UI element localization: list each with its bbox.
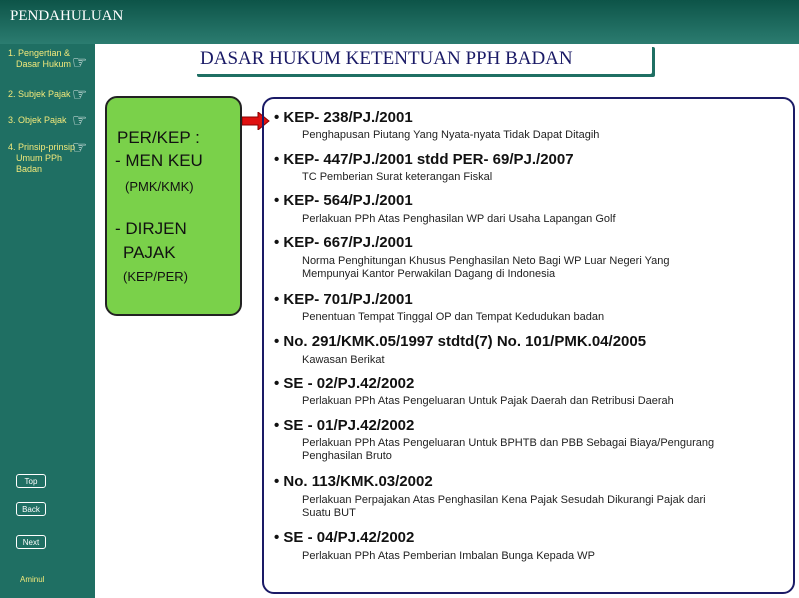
nav-item-pengertian[interactable]: 1. Pengertian & Dasar Hukum — [8, 48, 72, 69]
nav-item-subjek-pajak[interactable]: 2. Subjek Pajak — [8, 89, 71, 99]
regulation-ref: • SE - 02/PJ.42/2002 — [274, 375, 415, 392]
regulation-ref: • KEP- 238/PJ./2001 — [274, 109, 413, 126]
regulation-ref: • KEP- 667/PJ./2001 — [274, 234, 413, 251]
regulation-ref: • No. 113/KMK.03/2002 — [274, 473, 433, 490]
next-button[interactable]: Next — [16, 535, 46, 549]
regulation-ref: • SE - 04/PJ.42/2002 — [274, 529, 415, 546]
regulation-desc: Penentuan Tempat Tinggal OP dan Tempat Kedudukan badan — [302, 311, 605, 323]
nav-item-objek-pajak[interactable]: 3. Objek Pajak — [8, 115, 67, 125]
sources-line-5: PAJAK — [123, 243, 176, 262]
nav-item-prinsip-umum[interactable]: 4. Prinsip-prinsip Umum PPh Badan — [8, 142, 76, 174]
back-button[interactable]: Back — [16, 502, 46, 516]
sources-line-4: - DIRJEN — [115, 219, 187, 238]
page-title-box — [194, 44, 652, 74]
regulation-desc-cont: Penghasilan Bruto — [302, 450, 392, 462]
pointing-hand-icon: ☞ — [72, 111, 88, 130]
regulation-ref: • SE - 01/PJ.42/2002 — [274, 417, 415, 434]
sources-line-3: (PMK/KMK) — [125, 179, 194, 194]
author-label: Aminul — [20, 575, 45, 584]
top-button[interactable]: Top — [16, 474, 46, 488]
regulation-desc-cont: Suatu BUT — [302, 507, 356, 519]
sources-box — [105, 96, 242, 316]
pointing-hand-icon: ☞ — [72, 138, 88, 157]
pointing-hand-icon: ☞ — [72, 85, 88, 104]
section-title: PENDAHULUAN — [10, 8, 124, 24]
sources-line-6: (KEP/PER) — [123, 269, 189, 284]
regulation-desc: Perlakuan Perpajakan Atas Penghasilan Kena Pajak Sesudah Dikurangi Pajak dari — [302, 494, 706, 506]
regulation-desc: TC Pemberian Surat keterangan Fiskal — [302, 171, 493, 183]
regulation-desc: Penghapusan Piutang Yang Nyata-nyata Tidak Dapat Ditagih — [302, 129, 600, 141]
regulation-desc: Norma Penghitungan Khusus Penghasilan Neto Bagi WP Luar Negeri Yang — [302, 255, 670, 267]
pointing-hand-icon: ☞ — [72, 53, 88, 72]
sources-line-1: PER/KEP : — [117, 128, 200, 147]
regulation-ref: • No. 291/KMK.05/1997 stdtd(7) No. 101/PMK.04/2005 — [274, 333, 647, 350]
regulation-desc: Perlakuan PPh Atas Penghasilan WP dari Usaha Lapangan Golf — [302, 213, 616, 225]
regulation-desc-cont: Mempunyai Kantor Perwakilan Dagang di Indonesia — [302, 268, 556, 280]
regulation-desc: Kawasan Berikat — [302, 354, 385, 366]
regulation-ref: • KEP- 447/PJ./2001 stdd PER- 69/PJ./2007 — [274, 151, 574, 168]
regulation-desc: Perlakuan PPh Atas Pemberian Imbalan Bunga Kepada WP — [302, 550, 595, 562]
regulation-desc: Perlakuan PPh Atas Pengeluaran Untuk BPHTB dan PBB Sebagai Biaya/Pengurang — [302, 437, 715, 449]
regulation-ref: • KEP- 564/PJ./2001 — [274, 192, 413, 209]
regulation-ref: • KEP- 701/PJ./2001 — [274, 291, 413, 308]
sources-line-2: - MEN KEU — [115, 151, 203, 170]
page-title: DASAR HUKUM KETENTUAN PPH BADAN — [200, 48, 573, 69]
regulation-desc: Perlakuan PPh Atas Pengeluaran Untuk Pajak Daerah dan Retribusi Daerah — [302, 395, 674, 407]
